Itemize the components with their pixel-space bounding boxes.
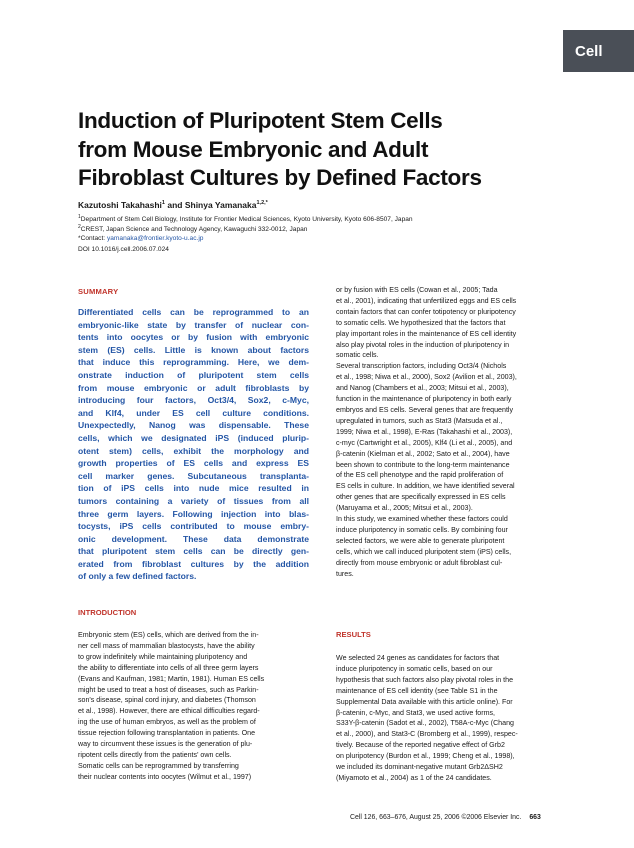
text-line: ripotent cells directly from the patients' own cells. [78,750,232,759]
article-title [78,107,558,193]
text-line: tocysts, iPS cells contributed to mouse embry- [78,521,309,532]
text-line: been shown to contribute to the long-term maintenance [336,460,510,469]
text-line: from mouse embryonic or adult fibroblasts by [78,382,309,393]
text-line: S33Y-β-catenin (Sadot et al., 2002), T58A-c-Myc (Chang [336,719,514,728]
text-line: et al., 2001), indicating that unfertilized eggs and ES cells [336,296,517,305]
text-line: β-catenin (Kielman et al., 2002; Sato et al., 2004), have [336,449,510,458]
text-line: way to circumvent these issues is the generation of plu- [78,740,253,749]
text-line: maintenance of ES cell identity (see Table S1 in the [336,686,498,695]
summary-heading: SUMMARY [78,287,119,296]
text-line: ing the use of human embryos, as well as the problem of [78,718,256,727]
text-line: growth properties of ES cells and express ES [78,458,309,469]
text-line: contain factors that can confer totipotency or pluripotency [336,307,516,316]
text-line: Several transcription factors, including Oct3/4 (Nichols [336,362,507,371]
text-line: play important roles in the maintenance of ES cell identity [336,329,517,338]
text-line: of the ES cell phenotype and the rapid proliferation of [336,471,504,480]
text-line: tion of iPS cells into nude mice resulted in [78,483,309,494]
contact-label: *Contact: [78,235,107,242]
text-line: other genes that are specifically expressed in ES cells [336,493,506,502]
title-line: from Mouse Embryonic and Adult [78,136,429,162]
text-line: to somatic cells. We hypothesized that the factors that [336,318,506,327]
introduction-heading: INTRODUCTION [78,608,137,617]
text-line: tures. [336,569,354,578]
text-line: also play pivotal roles in the induction of pluripotency in [336,340,510,349]
journal-logo: Cell [563,30,634,72]
results-text [336,653,569,784]
text-line: 1999; Niwa et al., 1998), E-Ras (Takahashi et al., 2003), [336,427,513,436]
text-line: et al., 1998; Niwa et al., 2000), Sox2 (Avilion et al., 2003), [336,373,517,382]
text-line: tumors containing a variety of tissues from all [78,495,309,506]
title-line: Fibroblast Cultures by Defined Factors [78,165,482,190]
text-line: ner cell mass of mammalian blastocysts, have the ability [78,641,255,650]
footer-citation: Cell 126, 663–676, August 25, 2006 ©2006 Elsevier Inc. [350,814,522,821]
text-line: et al., 1998). However, there are ethical difficulties regard- [78,707,260,716]
text-line: Embryonic stem (ES) cells, which are derived from the in- [78,631,259,639]
text-line: β-catenin, c-Myc, and Stat3, we used active forms, [336,708,496,717]
contact-email-link[interactable]: yamanaka@frontier.kyoto-u.ac.jp [106,235,204,242]
text-line: (Evans and Kaufman, 1981; Martin, 1981). Human ES cells [78,674,265,683]
text-line: We selected 24 genes as candidates for factors that [336,654,500,662]
text-line: that induce this reprogramming. Here, we dem- [78,357,309,368]
text-line: erated from fibroblast cultures by the addition [78,558,309,569]
text-line: of only a few defined factors. [78,571,197,582]
results-heading: RESULTS [336,630,371,639]
affiliation-2 [78,223,307,234]
text-line: c-myc (Cartwright et al., 2005), Klf4 (Li et al., 2005), and [336,438,513,447]
text-line: selected factors, we were able to generate pluripotent [336,536,505,545]
text-line: and Nanog (Chambers et al., 2003; Mitsui et al., 2003), [336,384,509,393]
text-line: Differentiated cells can be reprogrammed to an [78,307,309,317]
text-line: Unexpectedly, Nanog was dispensable. These [78,420,309,431]
affil-mark: 2 [78,224,81,230]
doi: DOI 10.1016/j.cell.2006.07.024 [78,246,169,253]
text-line: or by fusion with ES cells (Cowan et al., 2005; Tada [336,286,498,294]
text-line: stem (ES) cells. Little is known about factors [78,344,309,355]
contact-line [78,234,203,243]
text-line: tively. Because of the reported negative effect of Grb2 [336,741,505,750]
introduction-text-continued [336,285,569,579]
text-line: tissue rejection following transplantation in patients. One [78,729,256,738]
text-line: introducing four factors, Oct3/4, Sox2, c-Myc, [78,395,309,406]
page-number: 663 [529,814,541,821]
text-line: directly from mouse embryonic or adult fibroblast cul- [336,558,503,567]
author-affil-mark: 1,2,* [256,200,268,207]
text-line: upregulated in tumors, such as Stat3 (Matsuda et al., [336,416,503,425]
text-line: embryonic-like state by transfer of nuclear con- [78,319,309,330]
text-line: induce pluripotency in somatic cells. By combining four [336,525,508,534]
text-line: three germ layers. Following injection into blas- [78,508,309,519]
text-line: might be used to treat a host of diseases, such as Parkin- [78,685,259,694]
title-line: Induction of Pluripotent Stem Cells [78,108,443,133]
text-line: we included its dominant-negative mutant Grb2ΔSH2 [336,763,503,772]
text-line: embryos and ES cells. Several genes that are frequently [336,405,514,414]
affil-text: Department of Stem Cell Biology, Institute for Frontier Medical Sciences, Kyoto University, Kyoto 606-8507, Japan [80,216,413,224]
page-footer [350,814,541,821]
text-line: induce pluripotency in somatic cells, based on our [336,664,493,673]
text-line: cells, which we designated iPS (induced plurip- [78,432,309,443]
author-name: Kazutoshi Takahashi [78,200,162,210]
text-line: et al., 2000), and Stat3-C (Bromberg et al., 1999), respec- [336,730,518,739]
text-line: to grow indefinitely while maintaining pluripotency and [78,652,248,661]
text-line: onic development. These data demonstrate [78,533,309,544]
text-line: In this study, we examined whether these factors could [336,515,508,524]
text-line: the ability to differentiate into cells of all three germ layers [78,663,259,672]
text-line: Supplemental Data available with this article online). For [336,697,513,706]
text-line: on pluripotency (Burdon et al., 1999; Cheng et al., 1998), [336,752,515,761]
text-line: onstrate induction of pluripotent stem cells [78,369,309,380]
text-line: otent stem) cells, exhibit the morphology and [78,445,309,456]
text-line: cell marker genes. Subcutaneous transplanta- [78,470,309,481]
text-line: (Maruyama et al., 2005; Mitsui et al., 2003). [336,504,473,513]
text-line: son's disease, spinal cord injury, and diabetes (Thomson [78,696,256,705]
text-line: that pluripotent stem cells can be directly gen- [78,546,309,557]
affil-mark: 1 [78,214,81,220]
summary-text [78,306,309,583]
introduction-text [78,630,309,783]
text-line: somatic cells. [336,351,379,360]
author-list [78,200,268,210]
text-line: (Miyamoto et al., 2004) as 1 of the 24 candidates. [336,773,492,782]
text-line: function in the maintenance of pluripotency in both early [336,395,512,404]
author-separator: and [164,200,185,210]
text-line: and Klf4, under ES cell culture conditions. [78,407,309,418]
affil-text: CREST, Japan Science and Technology Agency, Kawaguchi 332-0012, Japan [80,226,308,234]
text-line: cells, which we call induced pluripotent stem (iPS) cells, [336,547,512,556]
text-line: ES cells in culture. In addition, we have identified several [336,482,515,491]
text-line: Somatic cells can be reprogrammed by transferring [78,761,239,770]
text-line: hypothesis that such factors also play pivotal roles in the [336,675,514,684]
author-name: Shinya Yamanaka [184,200,257,210]
author-affil-mark: 1 [161,200,165,207]
text-line: tents into oocytes or by fusion with embryonic [78,332,309,343]
text-line: their nuclear contents into oocytes (Wilmut et al., 1997) [78,772,252,781]
